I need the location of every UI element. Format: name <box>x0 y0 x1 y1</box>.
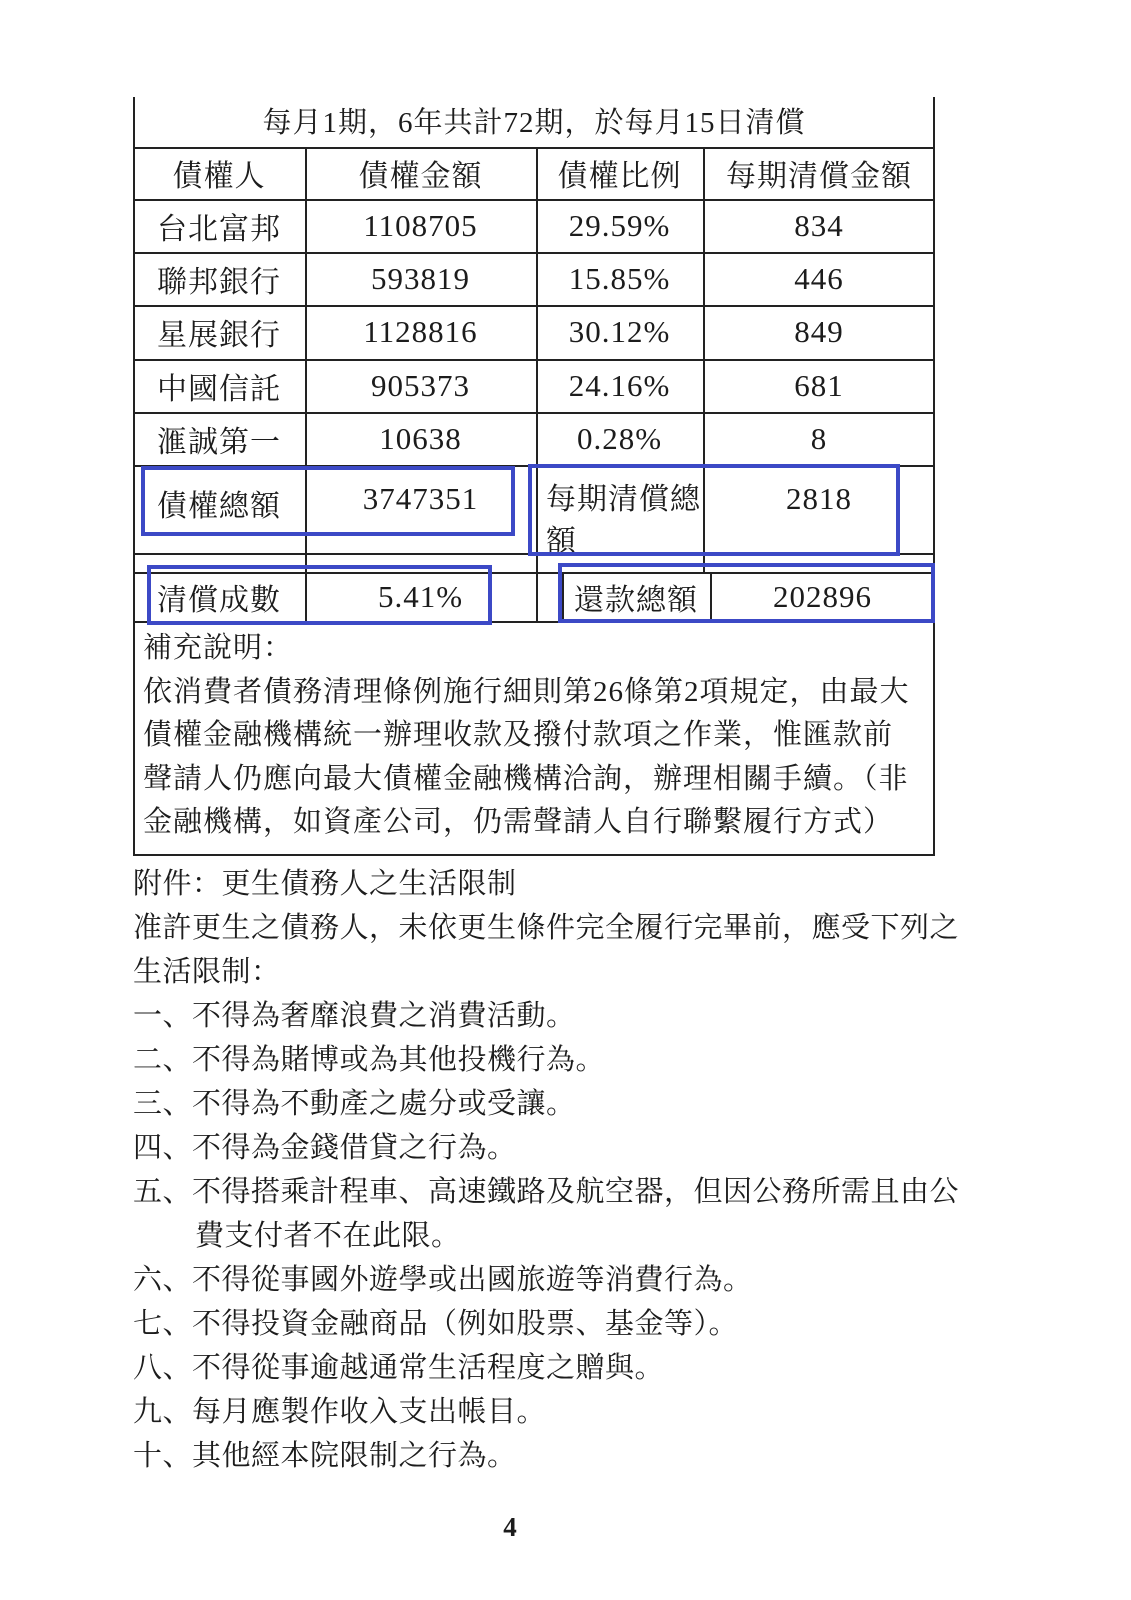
attachment-title: 附件：更生債務人之生活限制 <box>133 868 517 900</box>
cell-per-period: 8 <box>810 420 828 456</box>
note-line: 聲請人仍應向最大債權金融機構洽詢，辦理相關手續。（非 <box>143 762 909 795</box>
attachment-section <box>133 862 993 1478</box>
ratio-total-value: 5.41% <box>377 578 464 614</box>
header-per-period: 每期清償金額 <box>726 160 912 193</box>
ratio-total-label: 清償成數 <box>157 583 281 617</box>
restriction-item-10: 十、其他經本院限制之行為。 <box>133 1440 517 1472</box>
restriction-item-9: 九、每月應製作收入支出帳目。 <box>133 1396 547 1428</box>
note-line: 債權金融機構統一辦理收款及撥付款項之作業，惟匯款前 <box>143 719 894 751</box>
repayment-total-value: 202896 <box>773 578 872 614</box>
restriction-item-4: 四、不得為金錢借貸之行為。 <box>133 1132 517 1164</box>
annotation-box-debt-total <box>141 466 515 536</box>
repayment-table <box>133 95 935 856</box>
table-border-bottom <box>133 854 935 856</box>
header-amount: 債權金額 <box>358 160 483 193</box>
cell-ratio: 30.12% <box>568 314 671 349</box>
attachment-intro: 准許更生之債務人，未依更生條件完全履行完畢前，應受下列之 <box>133 912 960 944</box>
cell-ratio: 0.28% <box>576 420 663 456</box>
table-caption: 每月1期，6年共計72期，於每月15日清償 <box>262 106 806 139</box>
attachment-intro: 生活限制： <box>133 956 281 988</box>
cell-per-period: 446 <box>794 260 844 296</box>
annotation-box-repayment-total <box>558 563 935 623</box>
supplementary-note <box>133 621 935 854</box>
debt-total-label: 債權總額 <box>157 490 281 523</box>
header-ratio: 債權比例 <box>557 160 682 193</box>
debt-total-value: 3747351 <box>362 481 479 516</box>
restriction-item-2: 二、不得為賭博或為其他投機行為。 <box>133 1044 606 1076</box>
restriction-item-3: 三、不得為不動產之處分或受讓。 <box>133 1088 576 1120</box>
cell-per-period: 681 <box>794 367 844 403</box>
cell-per-period: 849 <box>794 314 844 349</box>
restriction-item-6: 六、不得從事國外遊學或出國旅遊等消費行為。 <box>133 1264 753 1296</box>
cell-amount: 1108705 <box>363 207 478 243</box>
cell-ratio: 29.59% <box>568 207 671 243</box>
annotation-box-per-period-total <box>528 464 900 556</box>
repayment-total-label: 還款總額 <box>574 583 698 617</box>
restriction-item-5: 五、不得搭乘計程車、高速鐵路及航空器，但因公務所需且由公 <box>133 1176 960 1208</box>
cell-creditor: 星展銀行 <box>157 319 281 352</box>
restriction-item-5-continued: 費支付者不在此限。 <box>195 1220 461 1252</box>
cell-amount: 10638 <box>379 420 462 456</box>
cell-creditor: 滙誠第一 <box>157 425 281 459</box>
restriction-item-8: 八、不得從事逾越通常生活程度之贈與。 <box>133 1352 665 1384</box>
cell-creditor: 台北富邦 <box>157 212 281 246</box>
cell-per-period: 834 <box>794 207 844 243</box>
restriction-item-7: 七、不得投資金融商品（例如股票、基金等）。 <box>133 1308 739 1340</box>
cell-creditor: 聯邦銀行 <box>157 265 281 299</box>
note-heading: 補充說明： <box>143 632 294 664</box>
cell-creditor: 中國信託 <box>157 372 281 406</box>
header-creditor: 債權人 <box>172 160 266 193</box>
cell-ratio: 15.85% <box>568 260 671 296</box>
cell-amount: 1128816 <box>363 314 478 349</box>
cell-ratio: 24.16% <box>568 367 671 403</box>
page-number: 4 <box>503 1512 517 1542</box>
per-period-total-label: 每期清償總額 <box>546 483 701 558</box>
annotation-box-ratio <box>147 565 492 625</box>
cell-amount: 593819 <box>371 260 470 296</box>
restriction-item-1: 一、不得為奢靡浪費之消費活動。 <box>133 1000 576 1032</box>
note-line: 依消費者債務清理條例施行細則第26條第2項規定，由最大 <box>143 675 910 708</box>
note-line: 金融機構，如資產公司，仍需聲請人自行聯繫履行方式） <box>143 806 894 838</box>
cell-amount: 905373 <box>371 367 470 403</box>
per-period-total-value: 2818 <box>786 481 852 516</box>
